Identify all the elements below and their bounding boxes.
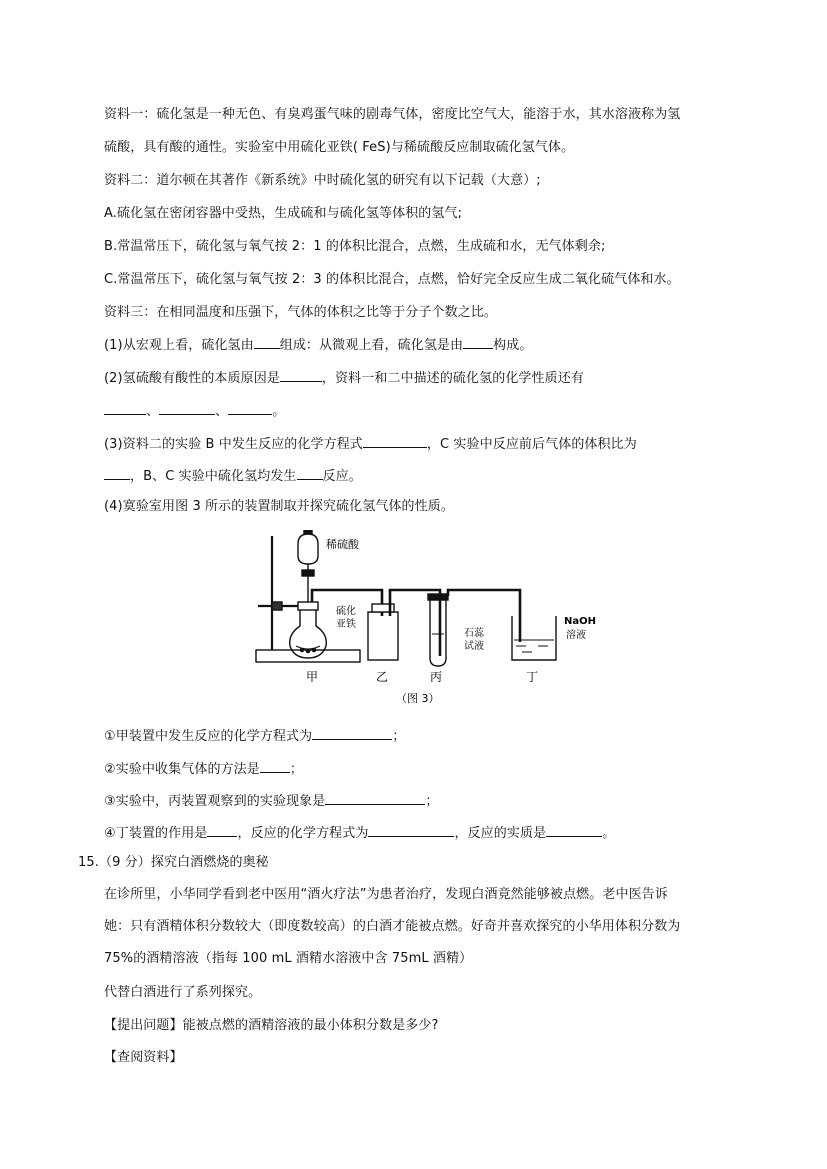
answer-blank[interactable] bbox=[228, 401, 272, 415]
question-1-text-a: (1)从宏观上看，硫化氢由 bbox=[104, 338, 254, 353]
label-naoh-1: NaOH bbox=[564, 616, 596, 627]
question-3-text-d: 反应。 bbox=[322, 469, 362, 484]
material-2-item-c: C.常温常压下，硫化氢与氧气按 2：3 的体积比混合，点燃，恰好完全反应生成二氧化硫气体和水。 bbox=[104, 272, 680, 287]
separator: 、 bbox=[146, 404, 160, 419]
material-2-item-b: B.常温常压下，硫化氢与氧气按 2：1 的体积比混合，点燃，生成硫和水，无气体剩余; bbox=[104, 239, 606, 254]
subquestion-2-end: ； bbox=[289, 762, 303, 777]
answer-blank[interactable] bbox=[312, 726, 392, 740]
question-2 bbox=[104, 368, 584, 388]
answer-blank[interactable] bbox=[297, 466, 323, 480]
beaker bbox=[512, 616, 556, 660]
label-litmus-1: 石蕊 bbox=[464, 628, 484, 639]
label-iron-sulfide-1: 硫化 bbox=[336, 606, 356, 617]
question-3-text-a: (3)资料二的实验 B 中发生反应的化学方程式 bbox=[104, 437, 363, 452]
subquestion-2-text: ②实验中收集气体的方法是 bbox=[104, 762, 260, 777]
subquestion-3 bbox=[104, 791, 438, 811]
answer-blank[interactable] bbox=[207, 823, 237, 837]
material-2-item-a: A.硫化氢在密闭容器中受热，生成硫和与硫化氢等体积的氢气; bbox=[104, 206, 463, 221]
gas-collection-bottle bbox=[368, 612, 398, 660]
material-2-intro: 资料二：道尔顿在其著作《新系统》中时硫化氢的研究有以下记载（大意）; bbox=[104, 173, 541, 188]
subquestion-4-end: 。 bbox=[602, 826, 616, 841]
test-tube bbox=[430, 598, 446, 666]
answer-blank[interactable] bbox=[363, 434, 427, 448]
separatory-funnel bbox=[298, 534, 318, 564]
question-3-cont bbox=[104, 466, 362, 486]
apparatus-label-jia: 甲 bbox=[306, 670, 319, 684]
subquestion-1-text: ①甲装置中发生反应的化学方程式为 bbox=[104, 729, 313, 744]
figure-caption: （图 3） bbox=[396, 692, 440, 705]
question-1 bbox=[104, 335, 532, 355]
subquestion-4-text-a: ④丁装置的作用是 bbox=[104, 826, 208, 841]
apparatus-label-yi: 乙 bbox=[376, 670, 389, 684]
question-2-text-b: ，资料一和二中描述的硫化氢的化学性质还有 bbox=[321, 371, 584, 386]
question-3 bbox=[104, 434, 637, 454]
separator: 、 bbox=[215, 404, 229, 419]
label-iron-sulfide-2: 亚铁 bbox=[336, 619, 356, 630]
answer-blank[interactable] bbox=[260, 759, 290, 773]
subquestion-1 bbox=[104, 726, 405, 746]
subquestion-4-text-b: ，反应的化学方程式为 bbox=[237, 826, 369, 841]
apparatus-label-bing: 丙 bbox=[430, 670, 443, 684]
question-15-raise-question: 【提出问题】能被点燃的酒精溶液的最小体积分数是多少? bbox=[104, 1018, 439, 1033]
question-15-title: 15.（9 分）探究白酒燃烧的奥秘 bbox=[78, 855, 269, 870]
answer-blank[interactable] bbox=[546, 823, 602, 837]
subquestion-1-end: ； bbox=[392, 729, 406, 744]
question-4: (4)寞验室用图 3 所示的装置制取并探究硫化氢气体的性质。 bbox=[104, 499, 454, 514]
material-1-line-1: 资料一：硫化氢是一种无色、有臭鸡蛋气味的剧毒气体，密度比空气大，能溶于水，其水溶液称为氢 bbox=[104, 107, 681, 122]
answer-blank[interactable] bbox=[104, 401, 146, 415]
label-naoh-2: 溶液 bbox=[566, 630, 586, 641]
question-15-para-4: 代替白酒进行了系列探究。 bbox=[104, 985, 262, 1000]
subquestion-3-end: ； bbox=[425, 794, 439, 809]
label-litmus-2: 试液 bbox=[464, 641, 484, 652]
answer-blank[interactable] bbox=[254, 335, 280, 349]
material-1-line-2: 硫酸，具有酸的通性。实验室中用硫化亚铁( FeS)与稀硫酸反应制取硫化氢气体。 bbox=[104, 140, 575, 155]
material-3: 资料三：在相同温度和压强下，气体的体积之比等于分子个数之比。 bbox=[104, 305, 498, 320]
subquestion-2 bbox=[104, 759, 303, 779]
answer-blank[interactable] bbox=[159, 401, 215, 415]
question-15-para-1: 在诊所里，小华同学看到老中医用“酒火疗法”为患者治疗，发现白酒竟然能够被点燃。老中医告诉 bbox=[104, 887, 668, 902]
question-15-para-3: 75%的酒精溶液（指每 100 mL 酒精水溶液中含 75mL 酒精） bbox=[104, 951, 473, 966]
subquestion-4-text-c: ，反应的实质是 bbox=[454, 826, 547, 841]
answer-blank[interactable] bbox=[104, 466, 130, 480]
question-2-text-a: (2)氢硫酸有酸性的本质原因是 bbox=[104, 371, 280, 386]
answer-blank[interactable] bbox=[368, 823, 454, 837]
question-3-text-c: ，B、C 实验中硫化氢均发生 bbox=[130, 469, 297, 484]
subquestion-4 bbox=[104, 823, 615, 843]
question-2-blanks bbox=[104, 401, 285, 421]
question-3-text-b: ，C 实验中反应前后气体的体积比为 bbox=[426, 437, 637, 452]
label-dilute-sulfuric-acid: 稀硫酸 bbox=[326, 538, 359, 551]
apparatus-label-ding: 丁 bbox=[526, 670, 539, 684]
answer-blank[interactable] bbox=[325, 791, 425, 805]
answer-blank[interactable] bbox=[463, 335, 493, 349]
figure-3-apparatus bbox=[250, 530, 620, 705]
question-1-text-b: 组成：从微观上看，硫化氢是由 bbox=[279, 338, 464, 353]
question-1-text-c: 构成。 bbox=[493, 338, 533, 353]
subquestion-3-text: ③实验中，丙装置观察到的实验现象是 bbox=[104, 794, 326, 809]
question-15-para-2: 她：只有酒精体积分数较大（即度数较高）的白酒才能被点燃。好奇并喜欢探究的小华用体积分数为 bbox=[104, 919, 681, 934]
question-15-consult-materials: 【查阅资料】 bbox=[104, 1050, 183, 1065]
answer-blank[interactable] bbox=[280, 368, 322, 382]
period: 。 bbox=[272, 404, 286, 419]
